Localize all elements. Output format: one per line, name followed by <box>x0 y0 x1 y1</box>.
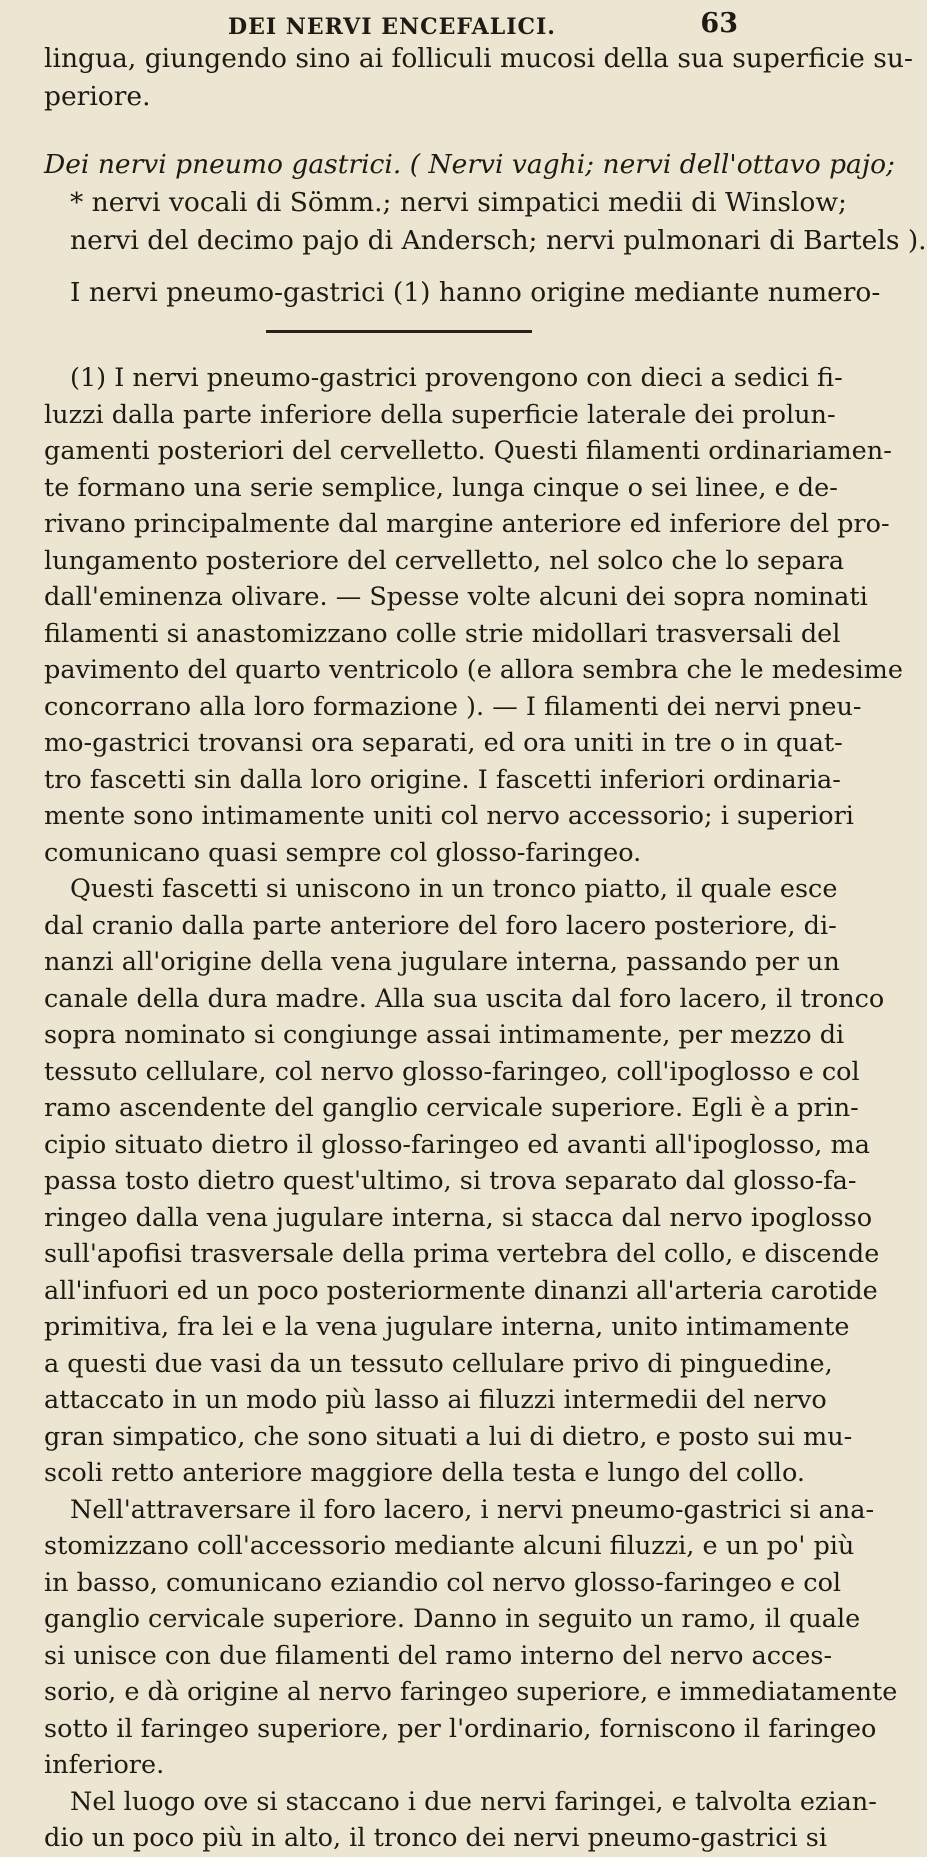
footnote-line: scoli retto anteriore maggiore della testa e lungo del collo. <box>44 1458 805 1488</box>
text-line: periore. <box>44 81 151 112</box>
footnote-line: inferiore. <box>44 1750 165 1780</box>
footnote-line: dal cranio dalla parte anteriore del foro lacero posteriore, di- <box>44 910 837 941</box>
footnote-line: lungamento posteriore del cervelletto, nel solco che lo separa <box>44 545 845 576</box>
footnote-line: a questi due vasi da un tessuto cellulare privo di pinguedine, <box>44 1348 833 1379</box>
footnote-line: nanzi all'origine della vena jugulare interna, passando per un <box>44 947 840 977</box>
footnote-line: comunicano quasi sempre col glosso-faringeo. <box>44 837 642 868</box>
footnote-line: dio un poco più in alto, il tronco dei nervi pneumo-gastrici si <box>44 1823 827 1853</box>
footnote-line: primitiva, fra lei e la vena jugulare interna, unito intimamente <box>44 1312 850 1342</box>
footnote-line: ganglio cervicale superiore. Danno in seguito un ramo, il quale <box>44 1604 861 1634</box>
intro-line: I nervi pneumo-gastrici (1) hanno origine mediante numero- <box>70 277 881 308</box>
footnote-line: mente sono intimamente uniti col nervo accessorio; i superiori <box>44 801 854 831</box>
footnote-line: Nell'attraversare il foro lacero, i nervi pneumo-gastrici si ana- <box>70 1494 875 1525</box>
separator-rule <box>266 330 532 333</box>
section-heading-line: * nervi vocali di Sömm.; nervi simpatici medii di Winslow; <box>70 187 847 218</box>
footnote-line: sorio, e dà origine al nervo faringeo superiore, e immediatamente <box>44 1677 898 1707</box>
footnote-line: te formano una serie semplice, lunga cinque o sei linee, e de- <box>44 472 838 503</box>
footnote-line: passa tosto dietro quest'ultimo, si trova separato dal glosso-fa- <box>44 1166 857 1196</box>
footnote-line: rivano principalmente dal margine anteriore ed inferiore del pro- <box>44 509 890 539</box>
section-heading-line: nervi del decimo pajo di Andersch; nervi pulmonari di Bartels ). <box>70 225 927 256</box>
footnote-line: tessuto cellulare, col nervo glosso-faringeo, coll'ipoglosso e col <box>44 1056 860 1087</box>
footnote-line: dall'eminenza olivare. — Spesse volte alcuni dei sopra nominati <box>44 582 868 612</box>
footnote-line: filamenti si anastomizzano colle strie midollari trasversali del <box>44 618 841 649</box>
text-line: lingua, giungendo sino ai folliculi mucosi della sua superficie su- <box>44 43 913 74</box>
footnote-line: luzzi dalla parte inferiore della superficie laterale dei prolun- <box>44 399 836 430</box>
footnote-line: mo-gastrici trovansi ora separati, ed ora uniti in tre o in quat- <box>44 728 843 758</box>
footnote-line: cipio situato dietro il glosso-faringeo ed avanti all'ipoglosso, ma <box>44 1129 870 1160</box>
footnote-line: stomizzano coll'accessorio mediante alcuni filuzzi, e un po' più <box>44 1531 855 1561</box>
footnote-line: concorrano alla loro formazione ). — I filamenti dei nervi pneu- <box>44 691 862 722</box>
footnote-line: Questi fascetti si uniscono in un tronco piatto, il quale esce <box>70 874 838 904</box>
footnote-line: sotto il faringeo superiore, per l'ordinario, forniscono il faringeo <box>44 1713 877 1744</box>
footnote-line: attaccato in un modo più lasso ai filuzzi intermedii del nervo <box>44 1385 827 1415</box>
footnote-line: ramo ascendente del ganglio cervicale superiore. Egli è a prin- <box>44 1093 859 1123</box>
footnote-line: in basso, comunicano eziandio col nervo glosso-faringeo e col <box>44 1567 842 1598</box>
footnote-line: ringeo dalla vena jugulare interna, si stacca dal nervo ipoglosso <box>44 1202 873 1233</box>
footnote-line: pavimento del quarto ventricolo (e allora sembra che le medesime <box>44 655 903 685</box>
footnote-line: si unisce con due filamenti del ramo interno del nervo acces- <box>44 1640 833 1671</box>
footnote <box>44 360 903 1857</box>
footnote-line: gran simpatico, che sono situati a lui di dietro, e posto sui mu- <box>44 1421 853 1452</box>
footnote-line: tro fascetti sin dalla loro origine. I fascetti inferiori ordinaria- <box>44 764 841 795</box>
footnote-line: all'infuori ed un poco posteriormente dinanzi all'arteria carotide <box>44 1275 878 1306</box>
footnote-line: sopra nominato si congiunge assai intimamente, per mezzo di <box>44 1020 845 1050</box>
page-header <box>0 8 800 44</box>
page-number: 63 <box>700 8 738 39</box>
running-head: DEI NERVI ENCEFALICI. <box>228 14 556 40</box>
footnote-line: gamenti posteriori del cervelletto. Questi filamenti ordinariamen- <box>44 436 892 466</box>
footnote-line: Nel luogo ove si staccano i due nervi faringei, e talvolta ezian- <box>70 1786 877 1817</box>
main-text <box>44 40 927 1857</box>
section-heading-line: Dei nervi pneumo gastrici. ( Nervi vaghi; nervi dell'ottavo pajo; <box>44 149 895 180</box>
footnote-line: (1) I nervi pneumo-gastrici provengono con dieci a sedici fi- <box>70 363 843 393</box>
footnote-separator <box>44 312 754 360</box>
footnote-line: canale della dura madre. Alla sua uscita dal foro lacero, il tronco <box>44 983 885 1014</box>
footnote-line: sull'apofisi trasversale della prima vertebra del collo, e discende <box>44 1239 880 1269</box>
